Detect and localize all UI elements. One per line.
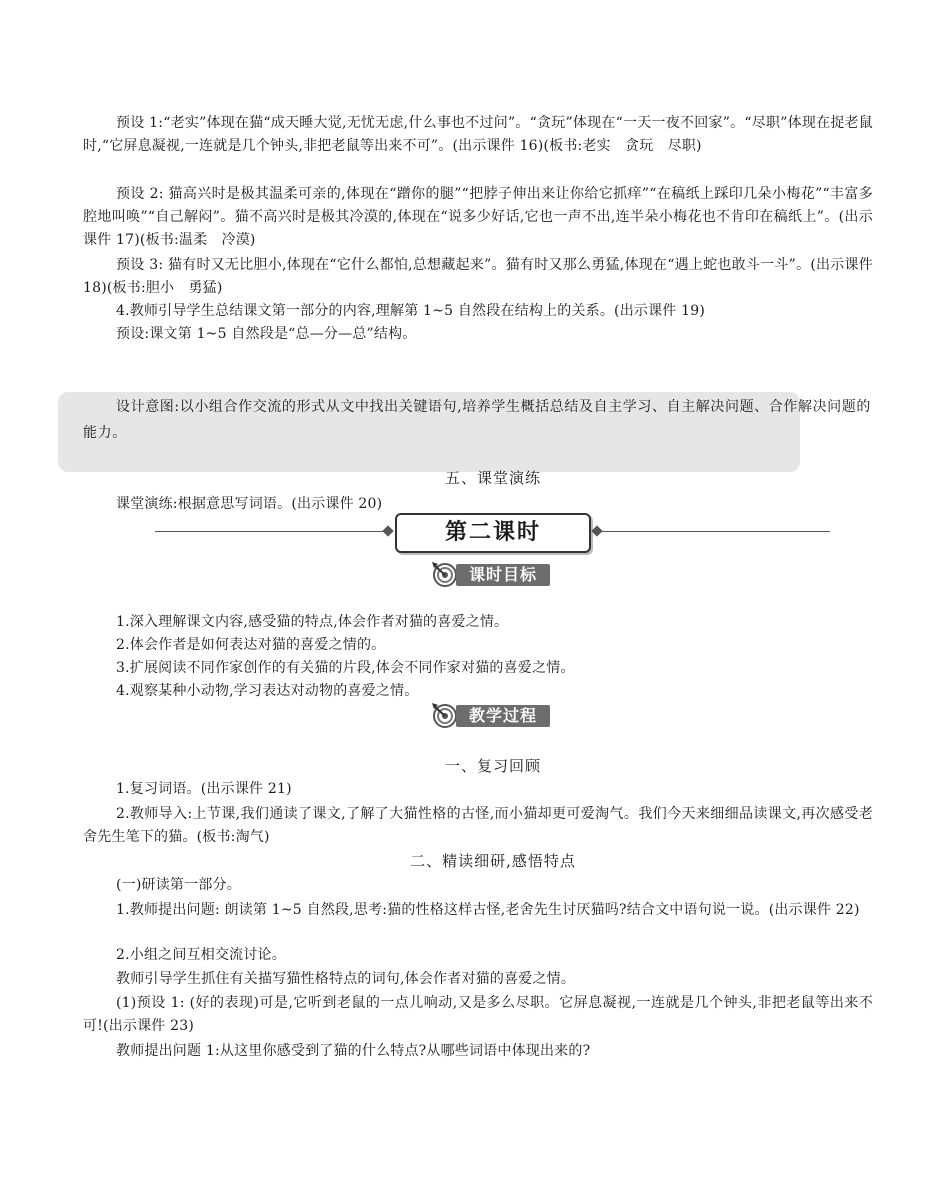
- preset-2-paragraph: 预设 2: 猫高兴时是极其温柔可亲的,体现在“蹭你的腿”“把脖子伸出来让你给它抓痒”“在稿纸上踩印几朵小梅花”“丰富多腔地叫唤”“自己解闷”。猫不高兴时是极其冷漠的,体现在“说多少好话,它也一声不出,连半朵小梅花也不肯印在稿纸上”。(出示课件 17)(板书:温柔 冷漠): [83, 186, 873, 248]
- lesson-title-banner: [155, 512, 830, 552]
- study-paragraph: 2.小组之间互相交流讨论。: [116, 947, 286, 963]
- preset-3-paragraph: 预设 3: 猫有时又无比胆小,体现在“它什么都怕,总想藏起来”。猫有时又那么勇猛,体现在“遇上蛇也敢斗一斗”。(出示课件 18)(板书:胆小 勇猛): [83, 257, 873, 296]
- study-heading: 二、精读细研,感悟特点: [410, 852, 576, 870]
- study-paragraph: 教师引导学生抓住有关描写猫性格特点的词句,体会作者对猫的喜爱之情。: [116, 971, 576, 987]
- divider-right: [595, 531, 830, 532]
- goal-item: 1.深入理解课文内容,感受猫的特点,体会作者对猫的喜爱之情。: [116, 614, 509, 630]
- divider-dot-left: [382, 525, 393, 536]
- study-paragraph: 1.教师提出问题: 朗读第 1~5 自然段,思考:猫的性格这样古怪,老舍先生讨厌猫吗?结合文中语句说一说。(出示课件 22): [116, 902, 860, 918]
- study-paragraph: (1)预设 1: (好的表现)可是,它听到老鼠的一点儿响动,又是多么尽职。它屏息凝视,一连就是几个钟头,非把老鼠等出来不可!(出示课件 23): [83, 995, 873, 1034]
- review-paragraph-2: 2.教师导入:上节课,我们通读了课文,了解了大猫性格的古怪,而小猫却更可爱淘气。我们今天来细细品读课文,再次感受老舍先生笔下的猫。(板书:淘气): [83, 806, 873, 845]
- goal-item: 3.扩展阅读不同作家创作的有关猫的片段,体会不同作家对猫的喜爱之情。: [116, 660, 575, 676]
- lesson-title: 第二课时: [395, 513, 591, 553]
- teacher-summary-paragraph: 4.教师引导学生总结课文第一部分的内容,理解第 1~5 自然段在结构上的关系。(出示课件 19): [116, 303, 706, 319]
- badge-lesson-goals-label: 课时目标: [456, 564, 550, 586]
- badge-teaching-process-label: 教学过程: [456, 705, 550, 727]
- badge-lesson-goals: [432, 562, 550, 588]
- target-icon: [432, 703, 458, 729]
- goal-item: 4.观察某种小动物,学习表达对动物的喜爱之情。: [116, 683, 419, 699]
- structure-preset-paragraph: 预设:课文第 1~5 自然段是“总—分—总”结构。: [116, 326, 417, 342]
- review-paragraph-1: 1.复习词语。(出示课件 21): [116, 781, 292, 797]
- practice-paragraph: 课堂演练:根据意思写词语。(出示课件 20): [116, 496, 383, 512]
- study-paragraph: (一)研读第一部分。: [116, 877, 241, 893]
- design-intent-text: 设计意图:以小组合作交流的形式从文中找出关键语句,培养学生概括总结及自主学习、自主解决问题、合作解决问题的能力。: [83, 399, 871, 441]
- goal-item: 2.体会作者是如何表达对猫的喜爱之情的。: [116, 637, 386, 653]
- divider-left: [155, 531, 393, 532]
- section-five-heading: 五、课堂演练: [444, 469, 541, 487]
- preset-1-paragraph: 预设 1:“老实”体现在猫“成天睡大觉,无忧无虑,什么事也不过问”。“贪玩”体现在“一天一夜不回家”。“尽职”体现在捉老鼠时,“它屏息凝视,一连就是几个钟头,非把老鼠等出来不可”。(出示课件 16)(板书:老实 贪玩 尽职): [83, 115, 873, 154]
- badge-teaching-process: [432, 703, 550, 729]
- target-icon: [432, 562, 458, 588]
- study-paragraph: 教师提出问题 1:从这里你感受到了猫的什么特点?从哪些词语中体现出来的?: [116, 1043, 591, 1059]
- review-heading: 一、复习回顾: [444, 757, 541, 775]
